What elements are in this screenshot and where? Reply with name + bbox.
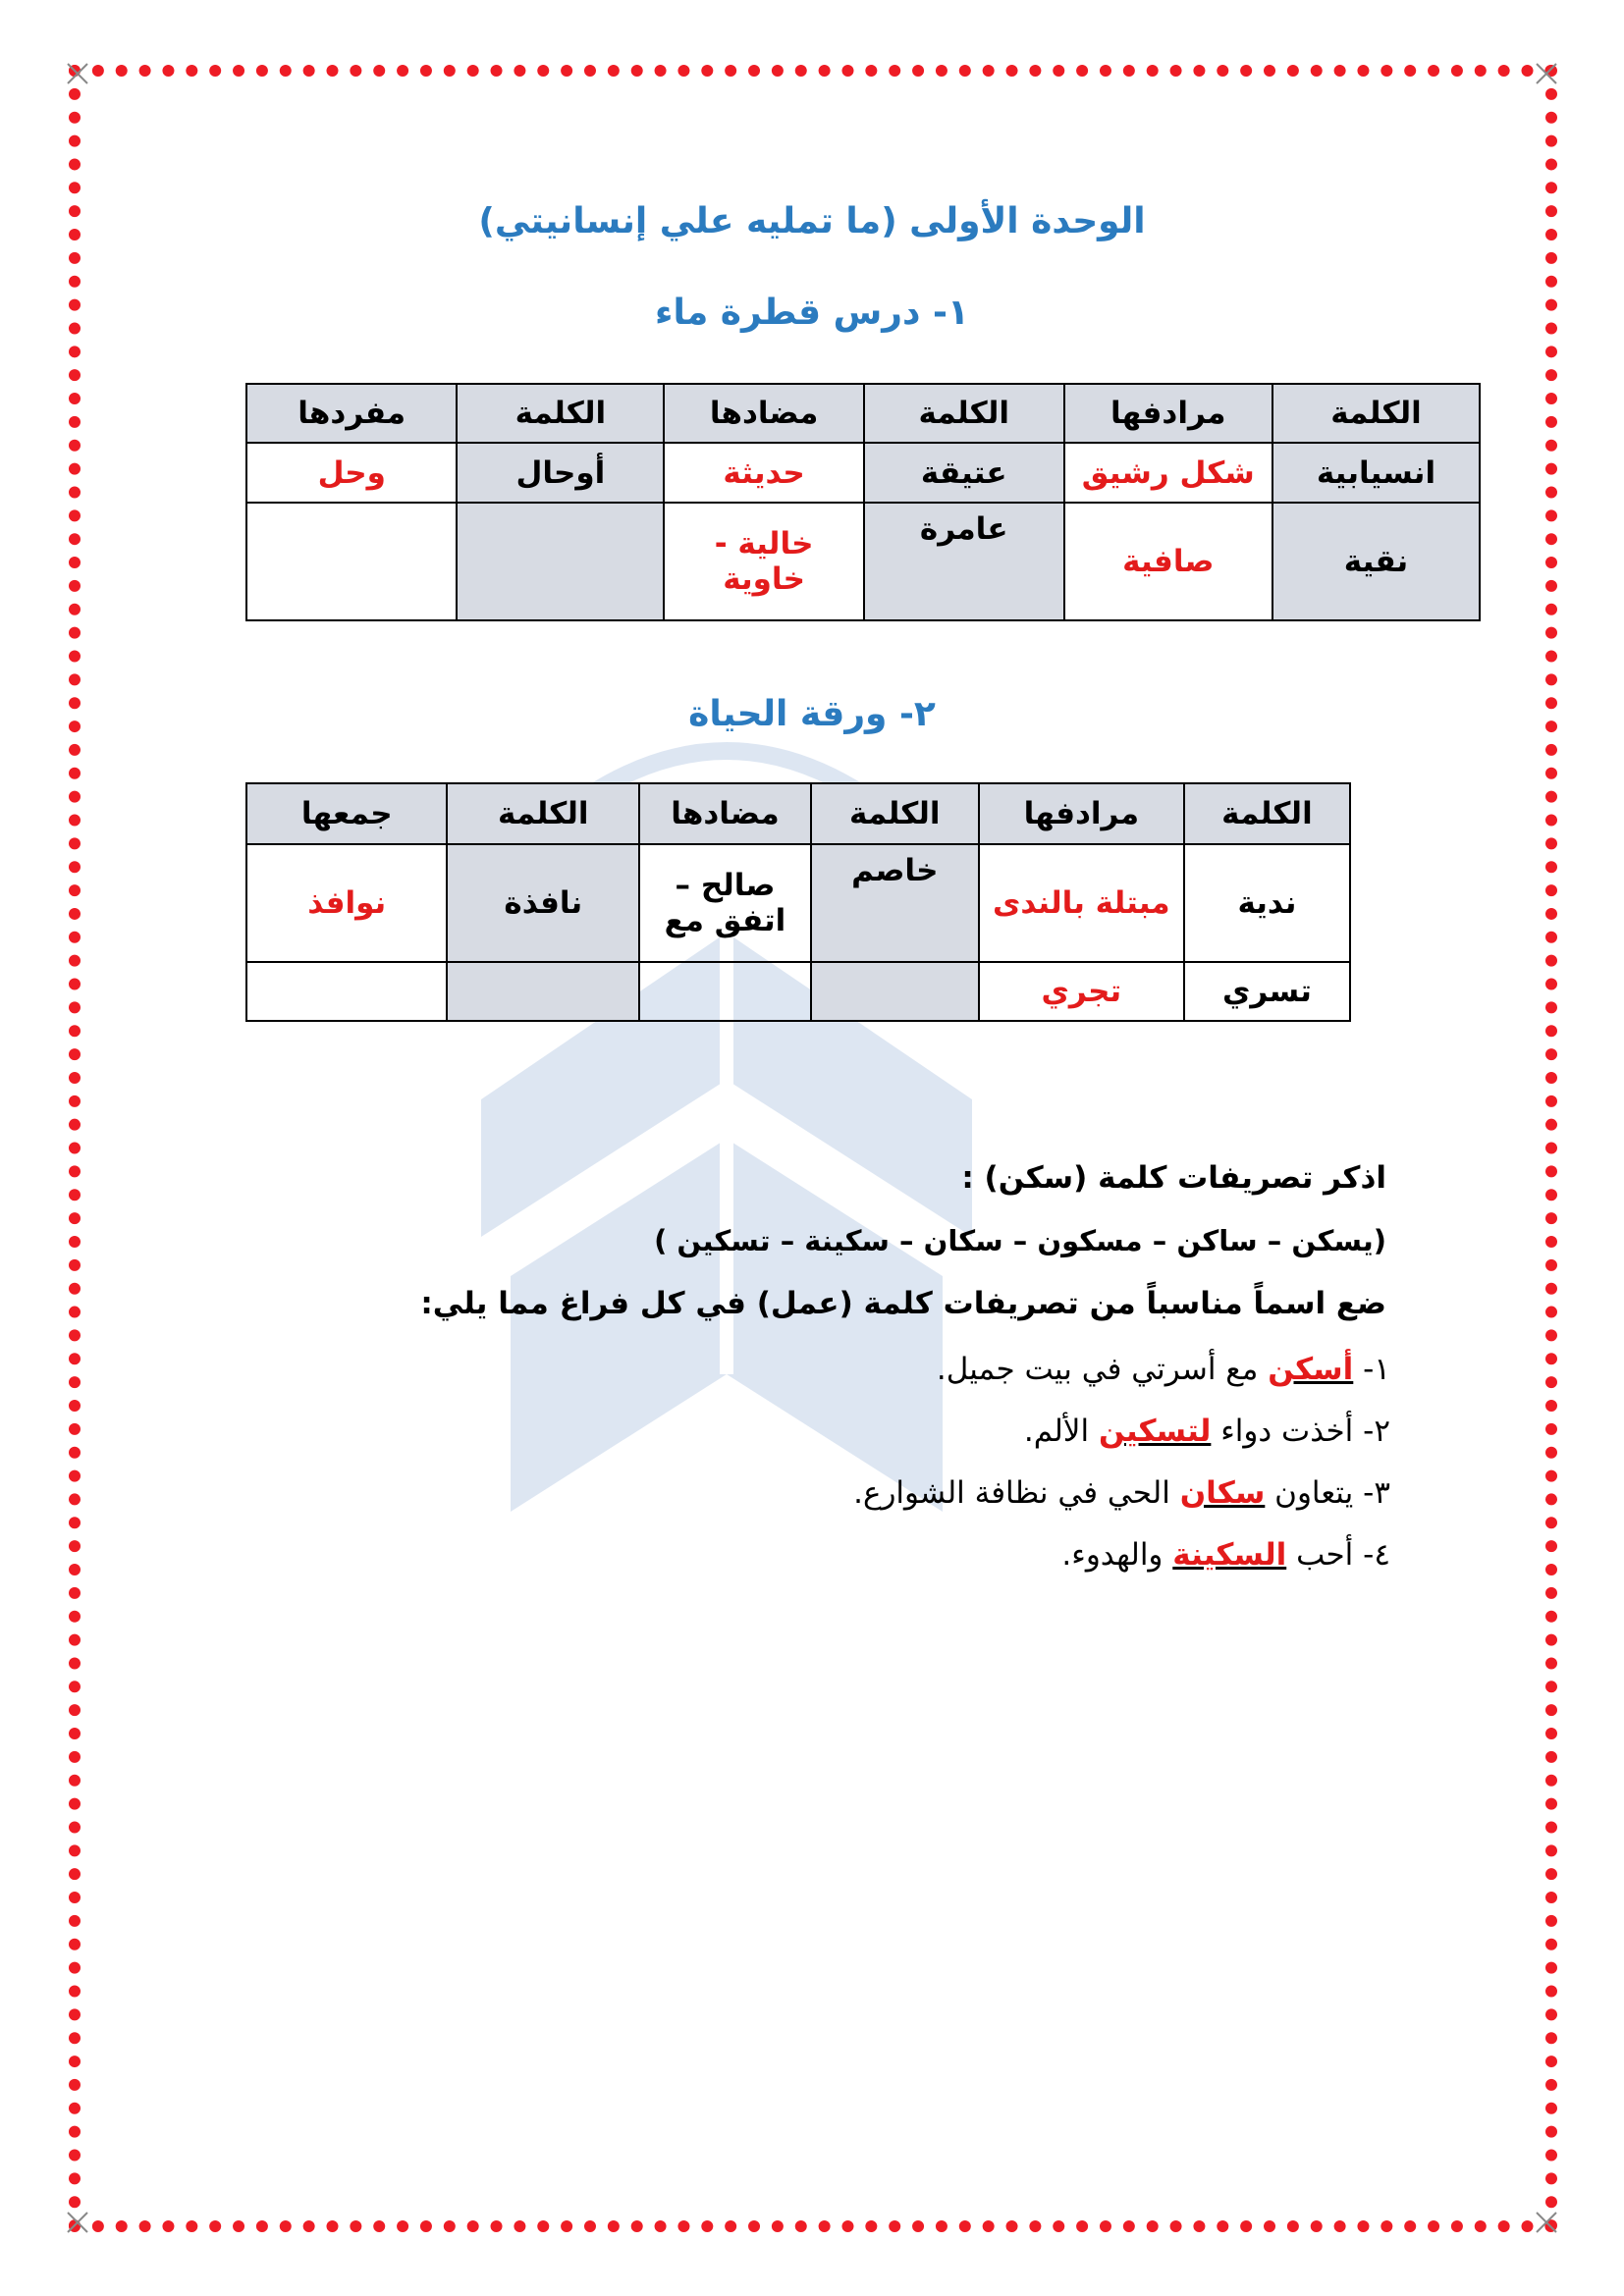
table-cell bbox=[246, 962, 447, 1021]
table-cell: مبتلة بالندى bbox=[979, 844, 1184, 962]
answer-word: السكينة bbox=[1172, 1537, 1287, 1573]
corner-x-icon bbox=[65, 2210, 90, 2235]
table-cell: نوافذ bbox=[246, 844, 447, 962]
answer-word: لتسكين bbox=[1098, 1414, 1212, 1449]
table-cell: وحل bbox=[246, 443, 457, 503]
table-header: الكلمة bbox=[1184, 783, 1350, 844]
exercise-item bbox=[295, 1537, 1390, 1573]
table-header: مضادها bbox=[639, 783, 811, 844]
item-text: مع أسرتي في بيت جميل. bbox=[936, 1352, 1259, 1387]
table-cell: تسري bbox=[1184, 962, 1350, 1021]
exercise-prompt: ضع اسماً مناسباً من تصريفات كلمة (عمل) في كل فراغ مما يلي: bbox=[420, 1286, 1386, 1321]
item-number: ٢- bbox=[1363, 1414, 1390, 1449]
table-cell: أوحال bbox=[457, 443, 664, 503]
lesson1-title: ١- درس قطرة ماء bbox=[655, 293, 969, 333]
answer-word: أسكن bbox=[1268, 1352, 1354, 1387]
table-cell: صافية bbox=[1064, 503, 1272, 620]
item-number: ١- bbox=[1363, 1352, 1390, 1387]
table-cell bbox=[811, 962, 979, 1021]
exercise-item bbox=[295, 1352, 1390, 1387]
corner-x-icon bbox=[1534, 61, 1559, 86]
table-cell: حديثة bbox=[664, 443, 864, 503]
table-cell bbox=[639, 962, 811, 1021]
table-header: الكلمة bbox=[811, 783, 979, 844]
cell-line: صالح – bbox=[675, 868, 776, 903]
table-cell: نافذة bbox=[447, 844, 639, 962]
item-text: والهدوء. bbox=[1061, 1537, 1164, 1573]
cell-line: خالية - bbox=[714, 526, 814, 561]
table-header: جمعها bbox=[246, 783, 447, 844]
answer-word: سكان bbox=[1179, 1475, 1266, 1511]
item-text: أخذت دواء bbox=[1220, 1414, 1354, 1449]
cell-line: اتفق مع bbox=[664, 903, 786, 938]
table-header: مفردها bbox=[246, 384, 457, 443]
unit-title: الوحدة الأولى (ما تمليه علي إنسانيتي) bbox=[478, 201, 1146, 241]
table-header: الكلمة bbox=[447, 783, 639, 844]
lesson2-vocab-table bbox=[245, 782, 1351, 1022]
table-cell bbox=[447, 962, 639, 1021]
item-text: يتعاون bbox=[1274, 1475, 1354, 1511]
exercise-item bbox=[295, 1475, 1390, 1511]
table-cell: تجري bbox=[979, 962, 1184, 1021]
table-header: الكلمة bbox=[864, 384, 1064, 443]
item-text: أحب bbox=[1296, 1537, 1354, 1573]
table-cell bbox=[457, 503, 664, 620]
table-header: مضادها bbox=[664, 384, 864, 443]
conjugation-prompt: اذكر تصريفات كلمة (سكن) : bbox=[961, 1160, 1386, 1196]
exercise-item bbox=[295, 1414, 1390, 1449]
table-cell: عتيقة bbox=[864, 443, 1064, 503]
lesson1-vocab-table bbox=[245, 383, 1481, 621]
table-cell: ندية bbox=[1184, 844, 1350, 962]
item-number: ٣- bbox=[1363, 1475, 1390, 1511]
conjugation-answer: (يسكن – ساكن – مسكون – سكان – سكينة – تسكين ) bbox=[654, 1224, 1386, 1257]
item-number: ٤- bbox=[1363, 1537, 1390, 1573]
cell-line: خاوية bbox=[723, 561, 805, 597]
item-text: الألم. bbox=[1023, 1414, 1090, 1449]
table-cell bbox=[639, 844, 811, 962]
table-cell: شكل رشيق bbox=[1064, 443, 1272, 503]
table-cell bbox=[664, 503, 864, 620]
lesson2-title: ٢- ورقة الحياة bbox=[688, 694, 936, 734]
table-cell: نقية bbox=[1272, 503, 1480, 620]
table-header: مرادفها bbox=[979, 783, 1184, 844]
table-cell bbox=[246, 503, 457, 620]
corner-x-icon bbox=[1534, 2210, 1559, 2235]
corner-x-icon bbox=[65, 61, 90, 86]
table-cell: انسيابية bbox=[1272, 443, 1480, 503]
table-header: الكلمة bbox=[1272, 384, 1480, 443]
table-header: الكلمة bbox=[457, 384, 664, 443]
table-header: مرادفها bbox=[1064, 384, 1272, 443]
table-cell: خاصم bbox=[811, 844, 979, 962]
table-cell: عامرة bbox=[864, 503, 1064, 620]
item-text: الحي في نظافة الشوارع. bbox=[853, 1475, 1170, 1511]
